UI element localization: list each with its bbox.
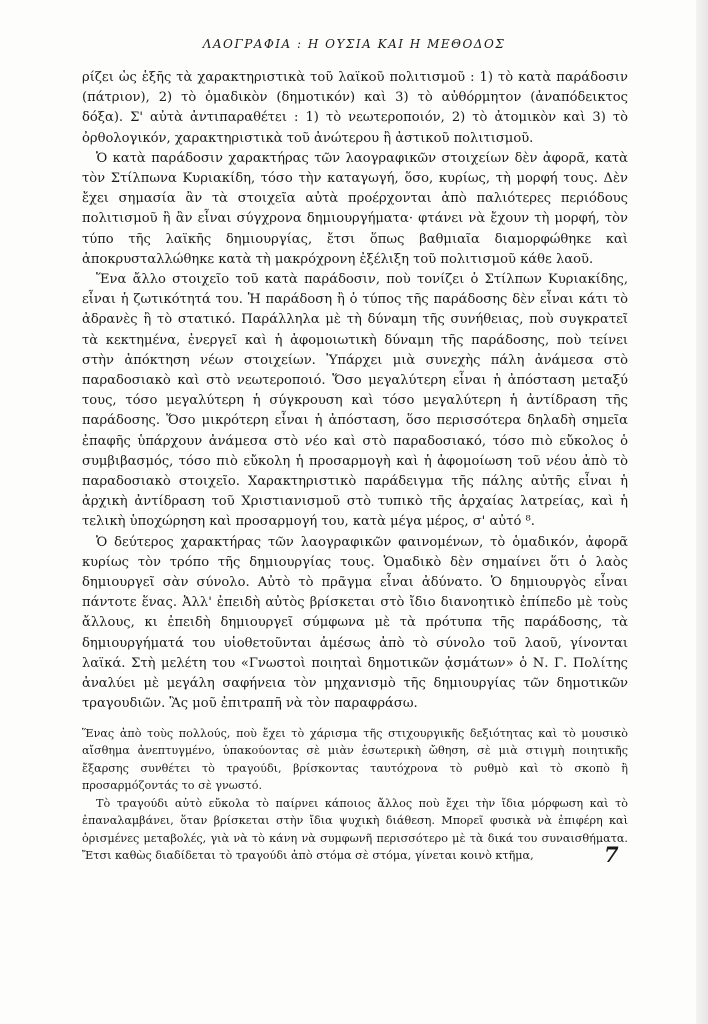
page-edge-shadow xyxy=(696,0,708,1024)
page-number: 7 xyxy=(604,842,619,867)
paragraph: Ὁ δεύτερος χαρακτήρας τῶν λαογραφικῶν φαινομένων, τὸ ὁμαδικόν, ἀφορᾶ κυρίως τὸν τρόπο τῆς δημιουργίας τους. Ὁμαδικὸ δὲν σημαίνει ὅτι ὁ λαὸς δημιουργεῖ σὰν σύνολο. Αὐτὸ τὸ πρᾶγμα εἶναι ἀδύνατο. Ὁ δημιουργὸς εἶναι πάντοτε ἕνας. Ἀλλ' ἐπειδὴ αὐτὸς βρίσκεται στὸ ἴδιο διανοητικὸ ἐπίπεδο μὲ τοὺς ἄλλους, κι ἐπειδὴ δημιουργεῖ σύμφωνα μὲ τὰ πρότυπα τῆς παράδοσης, τὰ δημιουργήματά του υἱοθετοῦνται ἀμέσως ἀπὸ τὸ σύνολο τοῦ λαοῦ, γίνονται λαϊκά. Στὴ μελέτη του «Γνωστοὶ ποιηταὶ δημοτικῶν ᾀσμάτων» ὁ Ν. Γ. Πολίτης ἀναλύει μὲ μεγάλη σαφήνεια τὸν μηχανισμὸ τῆς δημιουργίας τῶν δημοτικῶν τραγουδιῶν. Ἂς μοῦ ἐπιτραπῆ νὰ τὸν παραφράσω. xyxy=(82,534,628,712)
paragraph: Ἕνα ἄλλο στοιχεῖο τοῦ κατὰ παράδοσιν, ποὺ τονίζει ὁ Στίλπων Κυριακίδης, εἶναι ἡ ζωτικότητά του. Ἡ παράδοση ἢ ὁ τύπος τῆς παράδοσης δὲν εἶναι κάτι τὸ ἀδρανὲς ἢ τὸ στατικό. Παράλληλα μὲ τὴ δύναμη τῆς συνήθειας, ποὺ συγκρατεῖ τὰ κεκτημένα, ἐνεργεῖ καὶ ἡ ἀφομοιωτικὴ δύναμη τῆς παράδοσης, ποὺ τείνει στὴν ἀπόκτηση νέων στοιχείων. Ὑπάρχει μιὰ συνεχὴς πάλη ἀνάμεσα στὸ παραδοσιακὸ καὶ στὸ νεωτεροποιό. Ὅσο μεγαλύτερη εἶναι ἡ ἀπόσταση μεταξύ τους, τόσο μεγαλύτερη ἡ σύγκρουση καὶ τόσο μεγαλύτερη ἡ ἀντίδραση τῆς παράδοσης. Ὅσο μικρότερη εἶναι ἡ ἀπόσταση, ὅσο περισσότερα δηλαδὴ σημεῖα ἐπαφῆς ὑπάρχουν ἀνάμεσα στὸ νέο καὶ στὸ παραδοσιακό, τόσο πιὸ εὔκολος ὁ συμβιβασμός, τόσο πιὸ εὔκολη ἡ προσαρμογὴ καὶ ἡ ἀφομοίωση τοῦ νέου ἀπὸ τὸ παραδοσιακὸ στοιχεῖο. Χαρακτηριστικὸ παράδειγμα τῆς πάλης αὐτῆς εἶναι ἡ ἀρχικὴ ἀντίδραση τοῦ Χριστιανισμοῦ στὸ τυπικὸ τῆς ἀρχαίας λατρείας, καὶ ἡ τελικὴ ὑποχώρηση καὶ προσαρμογή του, κατὰ μέγα μέρος, σ' αὐτό ⁸. xyxy=(82,272,628,530)
running-header: ΛΑΟΓΡΑΦΙΑ : Η ΟΥΣΙΑ ΚΑΙ Η ΜΕΘΟΔΟΣ xyxy=(202,37,506,51)
paragraph: Ὁ κατὰ παράδοσιν χαρακτήρας τῶν λαογραφικῶν στοιχείων δὲν ἀφορᾶ, κατὰ τὸν Στίλπωνα Κυριακίδη, τόσο τὴν καταγωγή, ὅσο, κυρίως, τὴ μορφή τους. Δὲν ἔχει σημασία ἂν τὰ στοιχεῖα αὐτὰ προέρχονται ἀπὸ παλιότερες περιόδους πολιτισμοῦ ἢ ἂν εἶναι σύγχρονα δημιουργήματα· φτάνει νὰ ἔχουν τὴ μορφή, τὸν τύπο τῆς λαϊκῆς δημιουργίας, ἔτσι ὅπως βαθμιαῖα διαμορφώθηκε καὶ ἀποκρυσταλλώθηκε κατὰ τὴ μακρόχρονη ἐξέλιξη τοῦ πολιτισμοῦ κάθε λαοῦ. xyxy=(82,150,628,267)
paragraph: ρίζει ὡς ἑξῆς τὰ χαρακτηριστικὰ τοῦ λαϊκοῦ πολιτισμοῦ : 1) τὸ κατὰ παράδοσιν (πάτριον), 2) τὸ ὁμαδικὸν (δημοτικόν) καὶ 3) τὸ αὐθόρμητον (ἀναπόδεικτος δόξα). Σ' αὐτὰ ἀντιπαραθέτει : 1) τὸ νεωτεροποιόν, 2) τὸ ἀτομικὸν καὶ 3) τὸ ὀρθολογικόν, χαρακτηριστικὰ τοῦ ἀνώτερου ἢ ἀστικοῦ πολιτισμοῦ. xyxy=(82,70,628,146)
body-text xyxy=(82,68,628,865)
quote-paragraph: Ἕνας ἀπὸ τοὺς πολλούς, ποὺ ἔχει τὸ χάρισμα τῆς στιχουργικῆς δεξιότητας καὶ τὸ μουσικὸ αἴσθημα ἀνεπτυγμένο, ὑπακούοντας σὲ μιὰν ἐσωτερικὴ ὤθηση, σὲ μιὰ στιγμὴ ποιητικῆς ἔξαρσης συνθέτει τὸ τραγούδι, βρίσκοντας ταυτόχρονα τὸ ρυθμὸ καὶ τὸ σκοπὸ ἢ προσαρμόζοντάς το σὲ γνωστό. xyxy=(82,726,628,792)
block-quote xyxy=(82,725,628,865)
quote-paragraph: Τὸ τραγούδι αὐτὸ εὔκολα τὸ παίρνει κάποιος ἄλλος ποὺ ἔχει τὴν ἴδια μόρφωση καὶ τὸ ἐπαναλαμβάνει, ὅταν βρίσκεται στὴν ἴδια ψυχικὴ διάθεση. Μπορεῖ φυσικὰ νὰ ἐπιφέρη καὶ ὁρισμένες μεταβολές, γιὰ νὰ τὸ κάνη νὰ συμφωνῆ περισσότερο μὲ τὰ δικά του συναισθήματα. Ἔτσι καθὼς διαδίδεται τὸ τραγούδι ἀπὸ στόμα σὲ στόμα, γίνεται κοινὸ κτῆμα, xyxy=(82,796,628,862)
